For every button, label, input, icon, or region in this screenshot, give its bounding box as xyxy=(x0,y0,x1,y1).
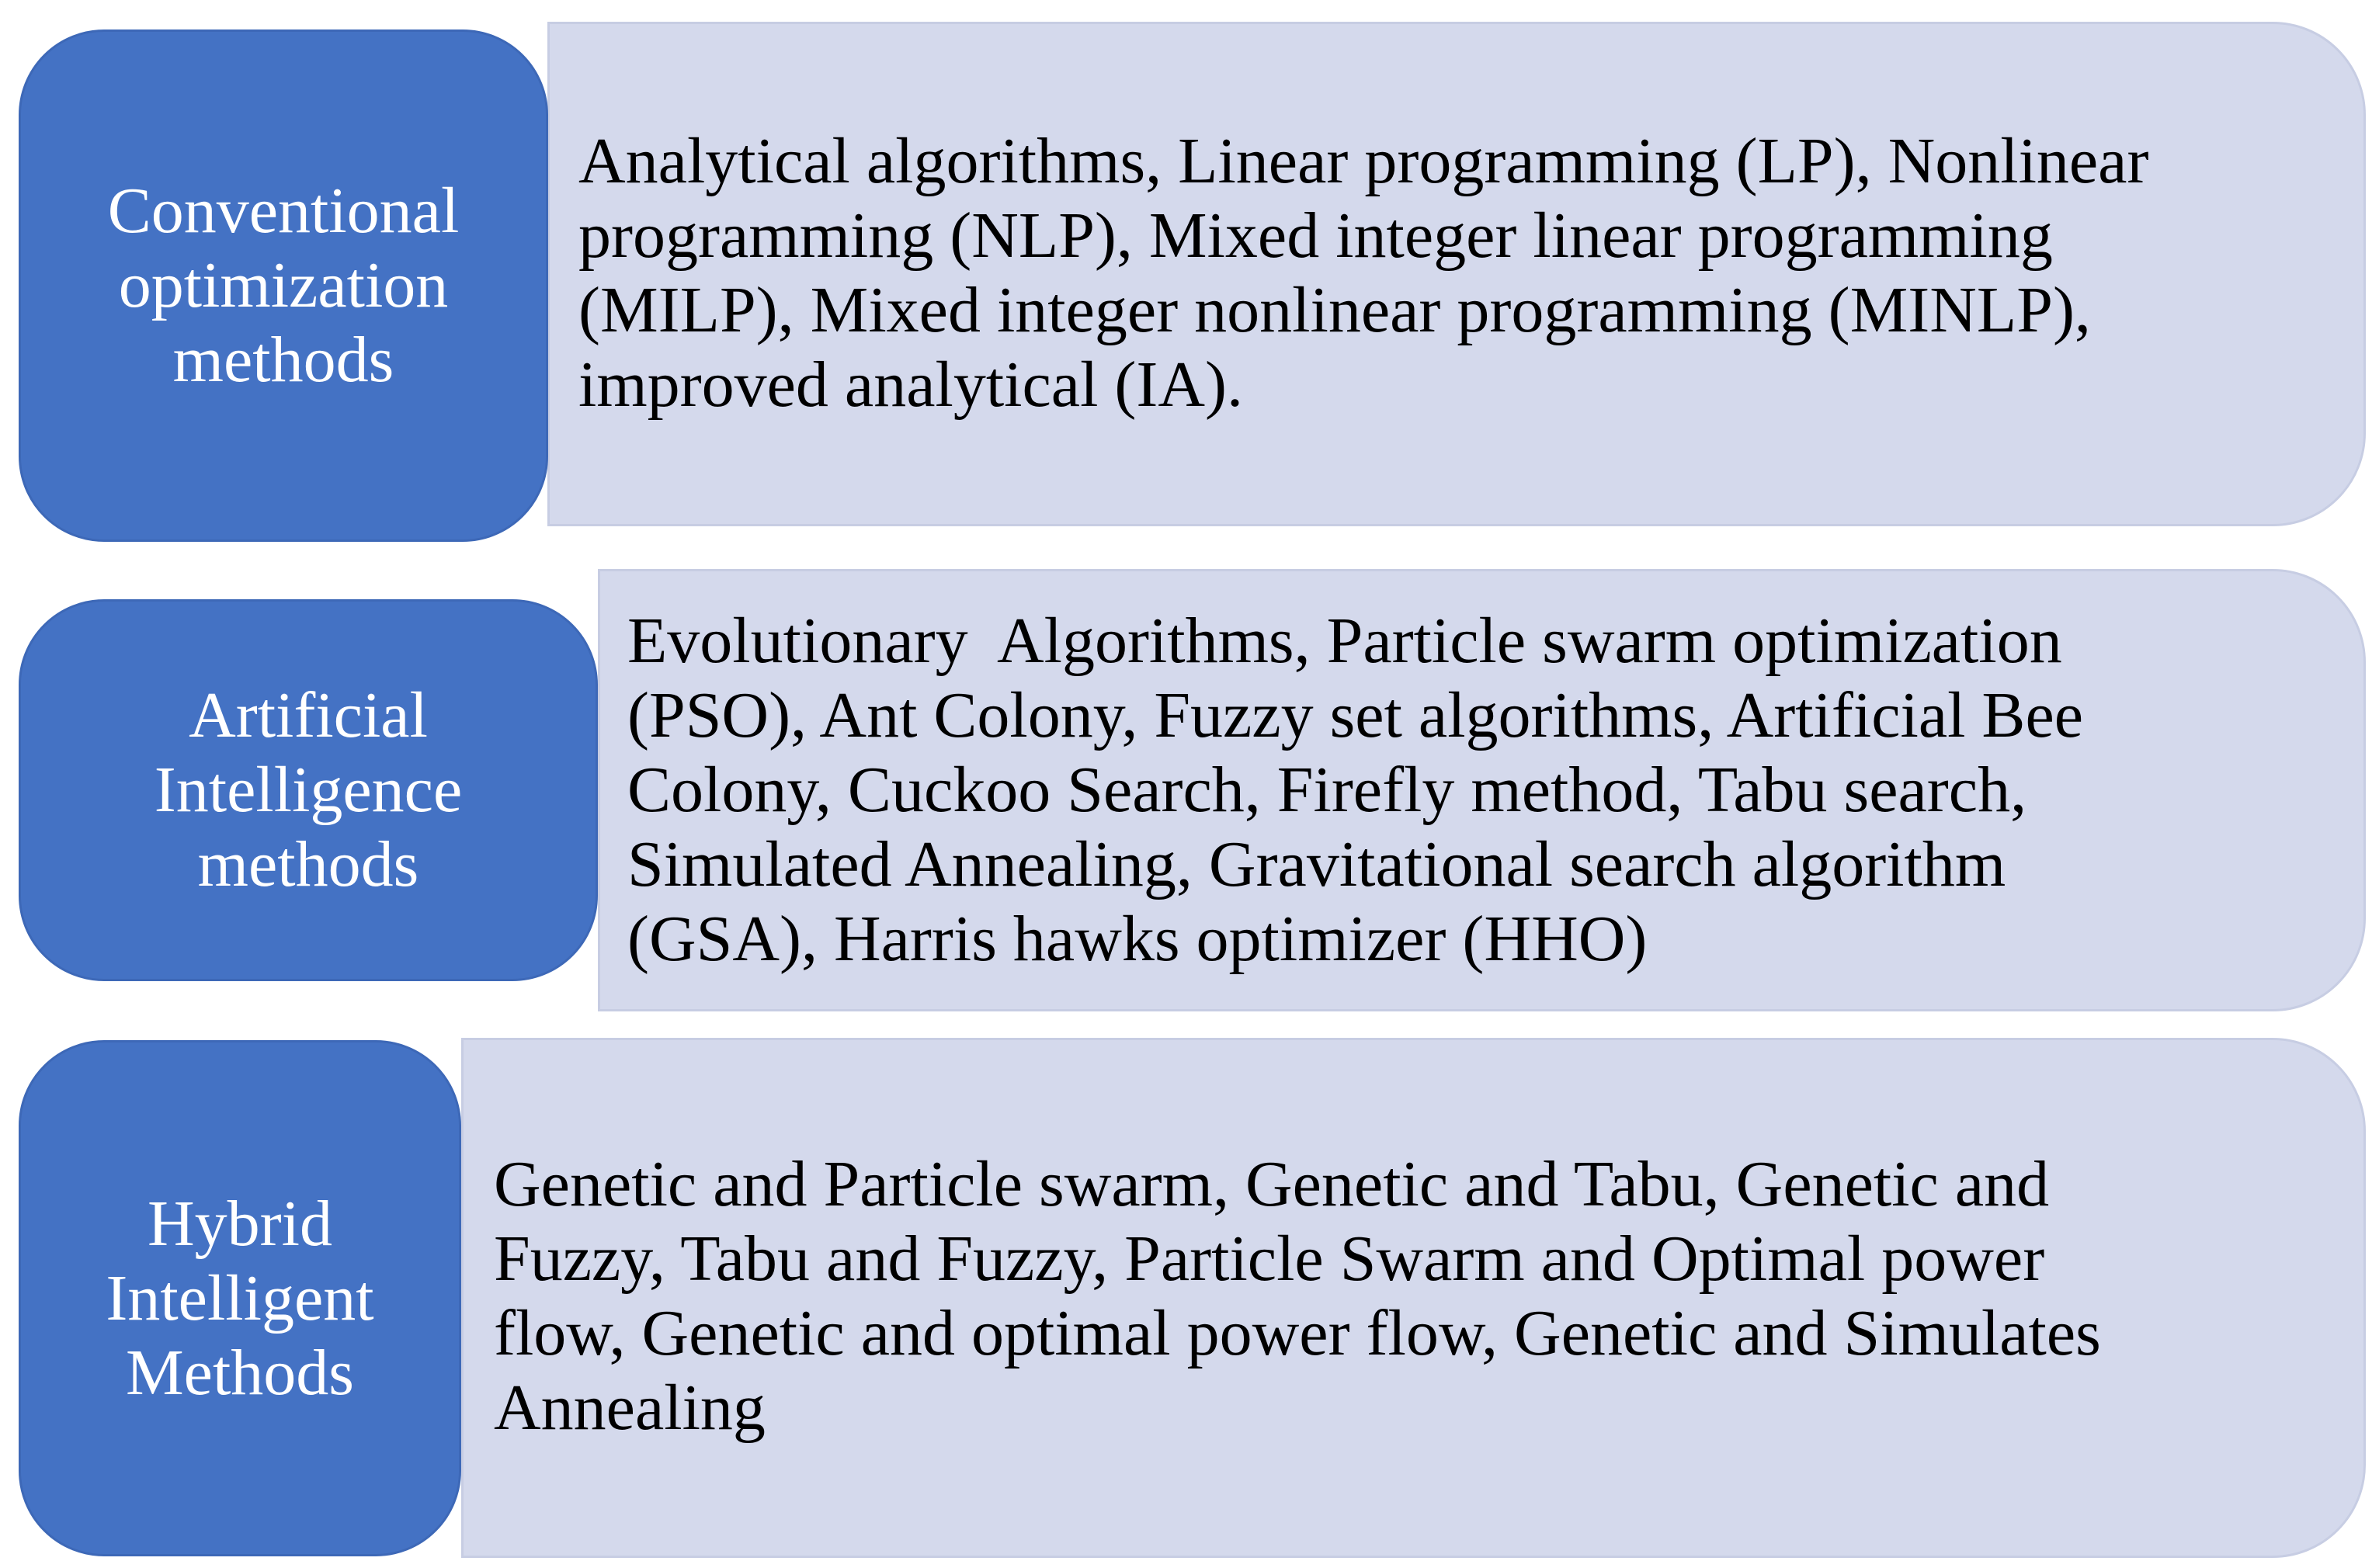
label-text-hybrid: Hybrid Intelligent Methods xyxy=(106,1187,374,1409)
content-text-artificial-intelligence: Evolutionary Algorithms, Particle swarm optimization (PSO), Ant Colony, Fuzzy set algorithms, Artificial Bee Colony, Cuckoo Search, Firefly method, Tabu search, Simulated Annealing, Gravitational search algorithm (GSA), Harris hawks optimizer (HHO) xyxy=(627,605,2084,975)
label-text-conventional: Conventional optimization methods xyxy=(107,175,460,396)
label-box-conventional xyxy=(19,29,548,542)
label-box-artificial-intelligence xyxy=(19,599,598,981)
label-box-hybrid xyxy=(19,1040,461,1556)
content-text-hybrid: Genetic and Particle swarm, Genetic and Tabu, Genetic and Fuzzy, Tabu and Fuzzy, Particle Swarm and Optimal power flow, Genetic and optimal power flow, Genetic and Simulates Annealing xyxy=(494,1148,2101,1444)
label-text-artificial-intelligence: Artificial Intelligence methods xyxy=(154,679,463,900)
content-text-conventional: Analytical algorithms, Linear programming (LP), Nonlinear programming (NLP), Mixed integer linear programming (MILP), Mixed integer nonlinear programming (MINLP), improved analytical (IA). xyxy=(578,125,2149,421)
